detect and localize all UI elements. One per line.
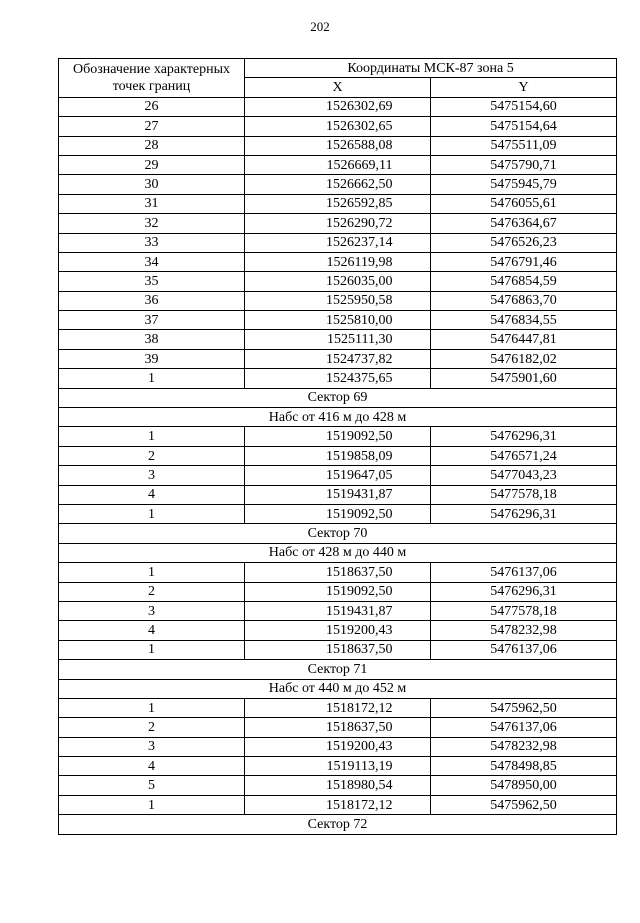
point-id-cell: 31 bbox=[59, 194, 245, 213]
y-coordinate-cell: 5476854,59 bbox=[431, 272, 617, 291]
table-row bbox=[59, 466, 617, 485]
table-row bbox=[59, 621, 617, 640]
x-coordinate-value: 1526302,69 bbox=[326, 99, 393, 115]
y-coordinate-cell: 5476137,06 bbox=[431, 640, 617, 659]
x-coordinate-cell bbox=[245, 795, 431, 814]
y-coordinate-cell: 5478498,85 bbox=[431, 757, 617, 776]
point-id-cell: 34 bbox=[59, 252, 245, 271]
x-coordinate-value: 1518980,54 bbox=[326, 778, 393, 794]
table-row bbox=[59, 446, 617, 465]
y-coordinate-cell: 5476137,06 bbox=[431, 563, 617, 582]
point-id-cell: 27 bbox=[59, 117, 245, 136]
y-coordinate-cell: 5475790,71 bbox=[431, 155, 617, 174]
x-coordinate-value: 1518637,50 bbox=[326, 642, 393, 658]
x-coordinate-cell bbox=[245, 117, 431, 136]
point-designation-header-line2: точек границ bbox=[112, 78, 191, 94]
y-coordinate-cell: 5476791,46 bbox=[431, 252, 617, 271]
y-coordinate-cell: 5477578,18 bbox=[431, 485, 617, 504]
y-coordinate-cell: 5478232,98 bbox=[431, 621, 617, 640]
x-coordinate-value: 1519200,43 bbox=[326, 623, 393, 639]
y-coordinate-cell: 5475901,60 bbox=[431, 369, 617, 388]
table-row bbox=[59, 776, 617, 795]
table-row bbox=[59, 330, 617, 349]
y-coordinate-cell: 5475945,79 bbox=[431, 175, 617, 194]
section-row bbox=[59, 660, 617, 679]
point-id-cell: 28 bbox=[59, 136, 245, 155]
point-id-cell: 1 bbox=[59, 427, 245, 446]
x-coordinate-cell bbox=[245, 369, 431, 388]
section-row bbox=[59, 408, 617, 427]
y-coordinate-cell: 5475962,50 bbox=[431, 698, 617, 717]
table-row bbox=[59, 601, 617, 620]
point-id-cell: 39 bbox=[59, 349, 245, 368]
x-coordinate-cell bbox=[245, 504, 431, 523]
point-id-cell: 29 bbox=[59, 155, 245, 174]
x-coordinate-cell bbox=[245, 97, 431, 116]
point-id-cell: 35 bbox=[59, 272, 245, 291]
table-row bbox=[59, 504, 617, 523]
table-row bbox=[59, 563, 617, 582]
table-row bbox=[59, 272, 617, 291]
section-label: Сектор 69 bbox=[59, 388, 617, 407]
x-coordinate-cell bbox=[245, 349, 431, 368]
x-coordinate-value: 1519092,50 bbox=[326, 584, 393, 600]
x-coordinate-value: 1519092,50 bbox=[326, 429, 393, 445]
table-body bbox=[59, 97, 617, 834]
y-coordinate-cell: 5477043,23 bbox=[431, 466, 617, 485]
point-id-cell: 37 bbox=[59, 311, 245, 330]
y-coordinate-cell: 5476447,81 bbox=[431, 330, 617, 349]
point-id-cell: 36 bbox=[59, 291, 245, 310]
table-row bbox=[59, 427, 617, 446]
section-label: Сектор 72 bbox=[59, 815, 617, 834]
section-row bbox=[59, 388, 617, 407]
point-id-cell: 4 bbox=[59, 485, 245, 504]
x-coordinate-value: 1518637,50 bbox=[326, 719, 393, 735]
x-column-header: X bbox=[245, 78, 431, 97]
x-coordinate-cell bbox=[245, 582, 431, 601]
x-coordinate-cell bbox=[245, 466, 431, 485]
y-coordinate-cell: 5476296,31 bbox=[431, 427, 617, 446]
x-coordinate-cell bbox=[245, 330, 431, 349]
point-id-cell: 1 bbox=[59, 640, 245, 659]
y-coordinate-cell: 5476296,31 bbox=[431, 504, 617, 523]
x-coordinate-value: 1525810,00 bbox=[326, 312, 393, 328]
section-row bbox=[59, 815, 617, 834]
section-label: Сектор 71 bbox=[59, 660, 617, 679]
y-column-header: Y bbox=[431, 78, 617, 97]
x-coordinate-cell bbox=[245, 446, 431, 465]
y-coordinate-cell: 5476364,67 bbox=[431, 214, 617, 233]
table-row bbox=[59, 698, 617, 717]
point-id-cell: 3 bbox=[59, 601, 245, 620]
point-id-cell: 3 bbox=[59, 466, 245, 485]
section-label: Сектор 70 bbox=[59, 524, 617, 543]
section-row bbox=[59, 543, 617, 562]
table-row bbox=[59, 718, 617, 737]
x-coordinate-cell bbox=[245, 563, 431, 582]
table-row bbox=[59, 175, 617, 194]
point-designation-header bbox=[59, 59, 245, 98]
x-coordinate-value: 1519113,19 bbox=[326, 758, 393, 774]
x-coordinate-value: 1526588,08 bbox=[326, 138, 393, 154]
x-coordinate-value: 1526592,85 bbox=[326, 196, 393, 212]
table-row bbox=[59, 640, 617, 659]
page-number: 202 bbox=[310, 19, 330, 34]
x-coordinate-value: 1524737,82 bbox=[326, 351, 393, 367]
x-coordinate-value: 1526662,50 bbox=[326, 177, 393, 193]
x-coordinate-cell bbox=[245, 272, 431, 291]
x-coordinate-value: 1519647,05 bbox=[326, 467, 393, 483]
x-coordinate-value: 1526035,00 bbox=[326, 273, 393, 289]
y-coordinate-cell: 5476571,24 bbox=[431, 446, 617, 465]
table-row bbox=[59, 214, 617, 233]
point-id-cell: 2 bbox=[59, 582, 245, 601]
x-coordinate-cell bbox=[245, 757, 431, 776]
y-coordinate-cell: 5476137,06 bbox=[431, 718, 617, 737]
point-designation-header-line1: Обозначение характерных bbox=[73, 61, 230, 77]
table-row bbox=[59, 349, 617, 368]
x-coordinate-value: 1526669,11 bbox=[326, 157, 393, 173]
x-coordinate-value: 1519431,87 bbox=[326, 603, 393, 619]
x-coordinate-cell bbox=[245, 233, 431, 252]
table-row bbox=[59, 757, 617, 776]
x-coordinate-cell bbox=[245, 776, 431, 795]
y-coordinate-cell: 5475962,50 bbox=[431, 795, 617, 814]
table-row bbox=[59, 117, 617, 136]
x-coordinate-cell bbox=[245, 427, 431, 446]
x-coordinate-cell bbox=[245, 640, 431, 659]
point-id-cell: 3 bbox=[59, 737, 245, 756]
x-coordinate-cell bbox=[245, 175, 431, 194]
section-label: Набс от 416 м до 428 м bbox=[59, 408, 617, 427]
table-row bbox=[59, 97, 617, 116]
x-coordinate-value: 1526237,14 bbox=[326, 235, 393, 251]
y-coordinate-cell: 5478950,00 bbox=[431, 776, 617, 795]
point-id-cell: 33 bbox=[59, 233, 245, 252]
y-coordinate-cell: 5475154,60 bbox=[431, 97, 617, 116]
x-coordinate-cell bbox=[245, 194, 431, 213]
x-coordinate-cell bbox=[245, 485, 431, 504]
table-row bbox=[59, 155, 617, 174]
table-row bbox=[59, 136, 617, 155]
x-coordinate-cell bbox=[245, 718, 431, 737]
x-coordinate-value: 1518172,12 bbox=[326, 797, 393, 813]
y-coordinate-cell: 5477578,18 bbox=[431, 601, 617, 620]
x-coordinate-value: 1519431,87 bbox=[326, 487, 393, 503]
point-id-cell: 1 bbox=[59, 504, 245, 523]
table-row bbox=[59, 369, 617, 388]
coordinates-table bbox=[58, 58, 617, 835]
point-id-cell: 4 bbox=[59, 621, 245, 640]
point-id-cell: 38 bbox=[59, 330, 245, 349]
y-coordinate-cell: 5478232,98 bbox=[431, 737, 617, 756]
x-coordinate-cell bbox=[245, 136, 431, 155]
y-coordinate-cell: 5475154,64 bbox=[431, 117, 617, 136]
table-row bbox=[59, 795, 617, 814]
x-coordinate-value: 1526119,98 bbox=[326, 254, 393, 270]
x-coordinate-cell bbox=[245, 291, 431, 310]
x-coordinate-cell bbox=[245, 214, 431, 233]
x-coordinate-value: 1525950,58 bbox=[326, 293, 393, 309]
x-coordinate-cell bbox=[245, 601, 431, 620]
point-id-cell: 2 bbox=[59, 446, 245, 465]
section-row bbox=[59, 679, 617, 698]
section-label: Набс от 428 м до 440 м bbox=[59, 543, 617, 562]
x-coordinate-value: 1518637,50 bbox=[326, 564, 393, 580]
table-row bbox=[59, 737, 617, 756]
point-id-cell: 5 bbox=[59, 776, 245, 795]
table-row bbox=[59, 233, 617, 252]
point-id-cell: 2 bbox=[59, 718, 245, 737]
y-coordinate-cell: 5476834,55 bbox=[431, 311, 617, 330]
x-coordinate-cell bbox=[245, 621, 431, 640]
table-row bbox=[59, 582, 617, 601]
x-coordinate-value: 1518172,12 bbox=[326, 700, 393, 716]
x-coordinate-value: 1526302,65 bbox=[326, 118, 393, 134]
point-id-cell: 32 bbox=[59, 214, 245, 233]
x-coordinate-value: 1525111,30 bbox=[327, 332, 393, 348]
coordinates-system-header: Координаты МСК-87 зона 5 bbox=[245, 59, 617, 78]
point-id-cell: 1 bbox=[59, 795, 245, 814]
point-id-cell: 1 bbox=[59, 698, 245, 717]
point-id-cell: 1 bbox=[59, 369, 245, 388]
y-coordinate-cell: 5476526,23 bbox=[431, 233, 617, 252]
y-coordinate-cell: 5476296,31 bbox=[431, 582, 617, 601]
x-coordinate-cell bbox=[245, 311, 431, 330]
table-header bbox=[59, 59, 617, 98]
table-row bbox=[59, 485, 617, 504]
x-coordinate-value: 1519858,09 bbox=[326, 448, 393, 464]
point-id-cell: 30 bbox=[59, 175, 245, 194]
x-coordinate-cell bbox=[245, 155, 431, 174]
point-id-cell: 26 bbox=[59, 97, 245, 116]
table-row bbox=[59, 311, 617, 330]
x-coordinate-value: 1519200,43 bbox=[326, 739, 393, 755]
point-id-cell: 1 bbox=[59, 563, 245, 582]
table-row bbox=[59, 194, 617, 213]
x-coordinate-cell bbox=[245, 737, 431, 756]
section-row bbox=[59, 524, 617, 543]
y-coordinate-cell: 5476863,70 bbox=[431, 291, 617, 310]
y-coordinate-cell: 5476055,61 bbox=[431, 194, 617, 213]
y-coordinate-cell: 5476182,02 bbox=[431, 349, 617, 368]
section-label: Набс от 440 м до 452 м bbox=[59, 679, 617, 698]
x-coordinate-cell bbox=[245, 698, 431, 717]
table-row bbox=[59, 252, 617, 271]
x-coordinate-value: 1519092,50 bbox=[326, 506, 393, 522]
x-coordinate-value: 1524375,65 bbox=[326, 370, 393, 386]
y-coordinate-cell: 5475511,09 bbox=[431, 136, 617, 155]
x-coordinate-value: 1526290,72 bbox=[326, 215, 393, 231]
table-row bbox=[59, 291, 617, 310]
point-id-cell: 4 bbox=[59, 757, 245, 776]
x-coordinate-cell bbox=[245, 252, 431, 271]
